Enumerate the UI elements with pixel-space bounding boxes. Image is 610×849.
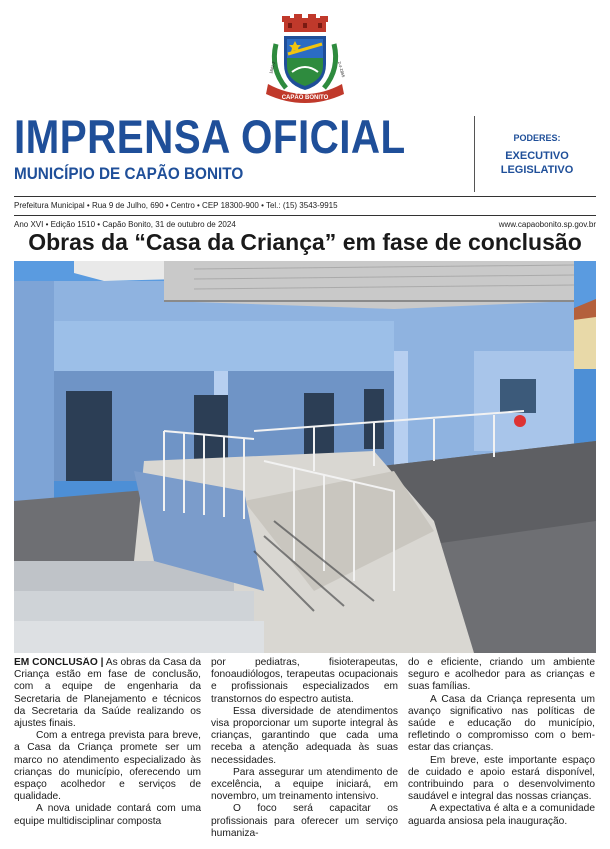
article-paragraph: do e eficiente, criando um ambiente seguro e acolhedor para as crianças e suas famílias. bbox=[408, 657, 595, 693]
top-rule bbox=[14, 196, 596, 197]
article-photo bbox=[14, 261, 596, 653]
article-paragraph: A nova unidade contará com uma equipe multidisciplinar composta bbox=[14, 803, 201, 827]
article-paragraph: O foco será capacitar os profissionais para oferecer um serviço humaniza- bbox=[211, 803, 398, 839]
article-body bbox=[14, 657, 596, 839]
middle-rule bbox=[14, 215, 596, 216]
article-paragraph: Essa diversidade de atendimentos visa proporcionar um suporte integral às crianças, garantindo que cada uma receba a atenção adequada às suas necessidades. bbox=[211, 705, 398, 766]
newspaper-title: IMPRENSA OFICIAL bbox=[14, 110, 406, 163]
website-link[interactable]: www.capaobonito.sp.gov.br bbox=[498, 220, 596, 229]
article-column-1 bbox=[14, 657, 201, 839]
masthead bbox=[14, 112, 464, 184]
svg-text:2-4-1855: 2-4-1855 bbox=[337, 60, 347, 78]
svg-text:CAPÃO BONITO: CAPÃO BONITO bbox=[281, 95, 329, 101]
poderes-label: PODERES: bbox=[513, 133, 561, 143]
article-paragraph: EM CONCLUSÃO | As obras da Casa da Criança estão em fase de conclusão, com a equipe de engenharia da Secretaria de Planejamento e técnicos da Secretaria da Saúde realizando os ajustes finais. bbox=[14, 657, 201, 730]
article-paragraph: por pediatras, fisioterapeutas, fonoaudiólogos, terapeutas ocupacionais e profissionais especializados em transtornos do espectro autista. bbox=[211, 657, 398, 705]
article-lead: EM CONCLUSÃO | bbox=[14, 657, 104, 668]
address-line: Prefeitura Municipal • Rua 9 de Julho, 690 • Centro • CEP 18300-900 • Tel.: (15) 3543-9915 bbox=[14, 201, 338, 210]
article-paragraph: A expectativa é alta e a comunidade aguarda ansiosa pela inauguração. bbox=[408, 803, 595, 827]
municipal-coat-of-arms bbox=[262, 14, 348, 106]
article-column-3 bbox=[408, 657, 595, 839]
article-paragraph: Em breve, este importante espaço de cuidado e apoio estará disponível, contribuindo para o desenvolvimento saudável e integral das nossas crianças. bbox=[408, 754, 595, 803]
article-headline: Obras da “Casa da Criança” em fase de conclusão bbox=[28, 229, 582, 255]
edition-line: Ano XVI • Edição 1510 • Capão Bonito, 31 de outubro de 2024 bbox=[14, 220, 236, 229]
poderes-legislativo: LEGISLATIVO bbox=[500, 164, 574, 176]
article-column-2 bbox=[211, 657, 398, 839]
article-paragraph: A Casa da Criança representa um avanço significativo nas políticas de saúde e educação do município, refletindo o compromisso com o bem-estar das crianças. bbox=[408, 693, 595, 754]
article-paragraph: Para assegurar um atendimento de excelência, a equipe iniciará, em novembro, um treinamento intensivo. bbox=[211, 766, 398, 803]
svg-text:1841-2: 1841-2 bbox=[268, 60, 277, 75]
poderes-executivo: EXECUTIVO bbox=[505, 150, 569, 162]
poderes-box bbox=[478, 132, 596, 177]
masthead-divider bbox=[474, 116, 475, 192]
article-paragraph: Com a entrega prevista para breve, a Casa da Criança promete ser um marco no atendimento especializado às crianças do município, oferecendo um espaço acolhedor e serviços de qualidade. bbox=[14, 730, 201, 803]
newspaper-subtitle: MUNICÍPIO DE CAPÃO BONITO bbox=[14, 164, 244, 183]
